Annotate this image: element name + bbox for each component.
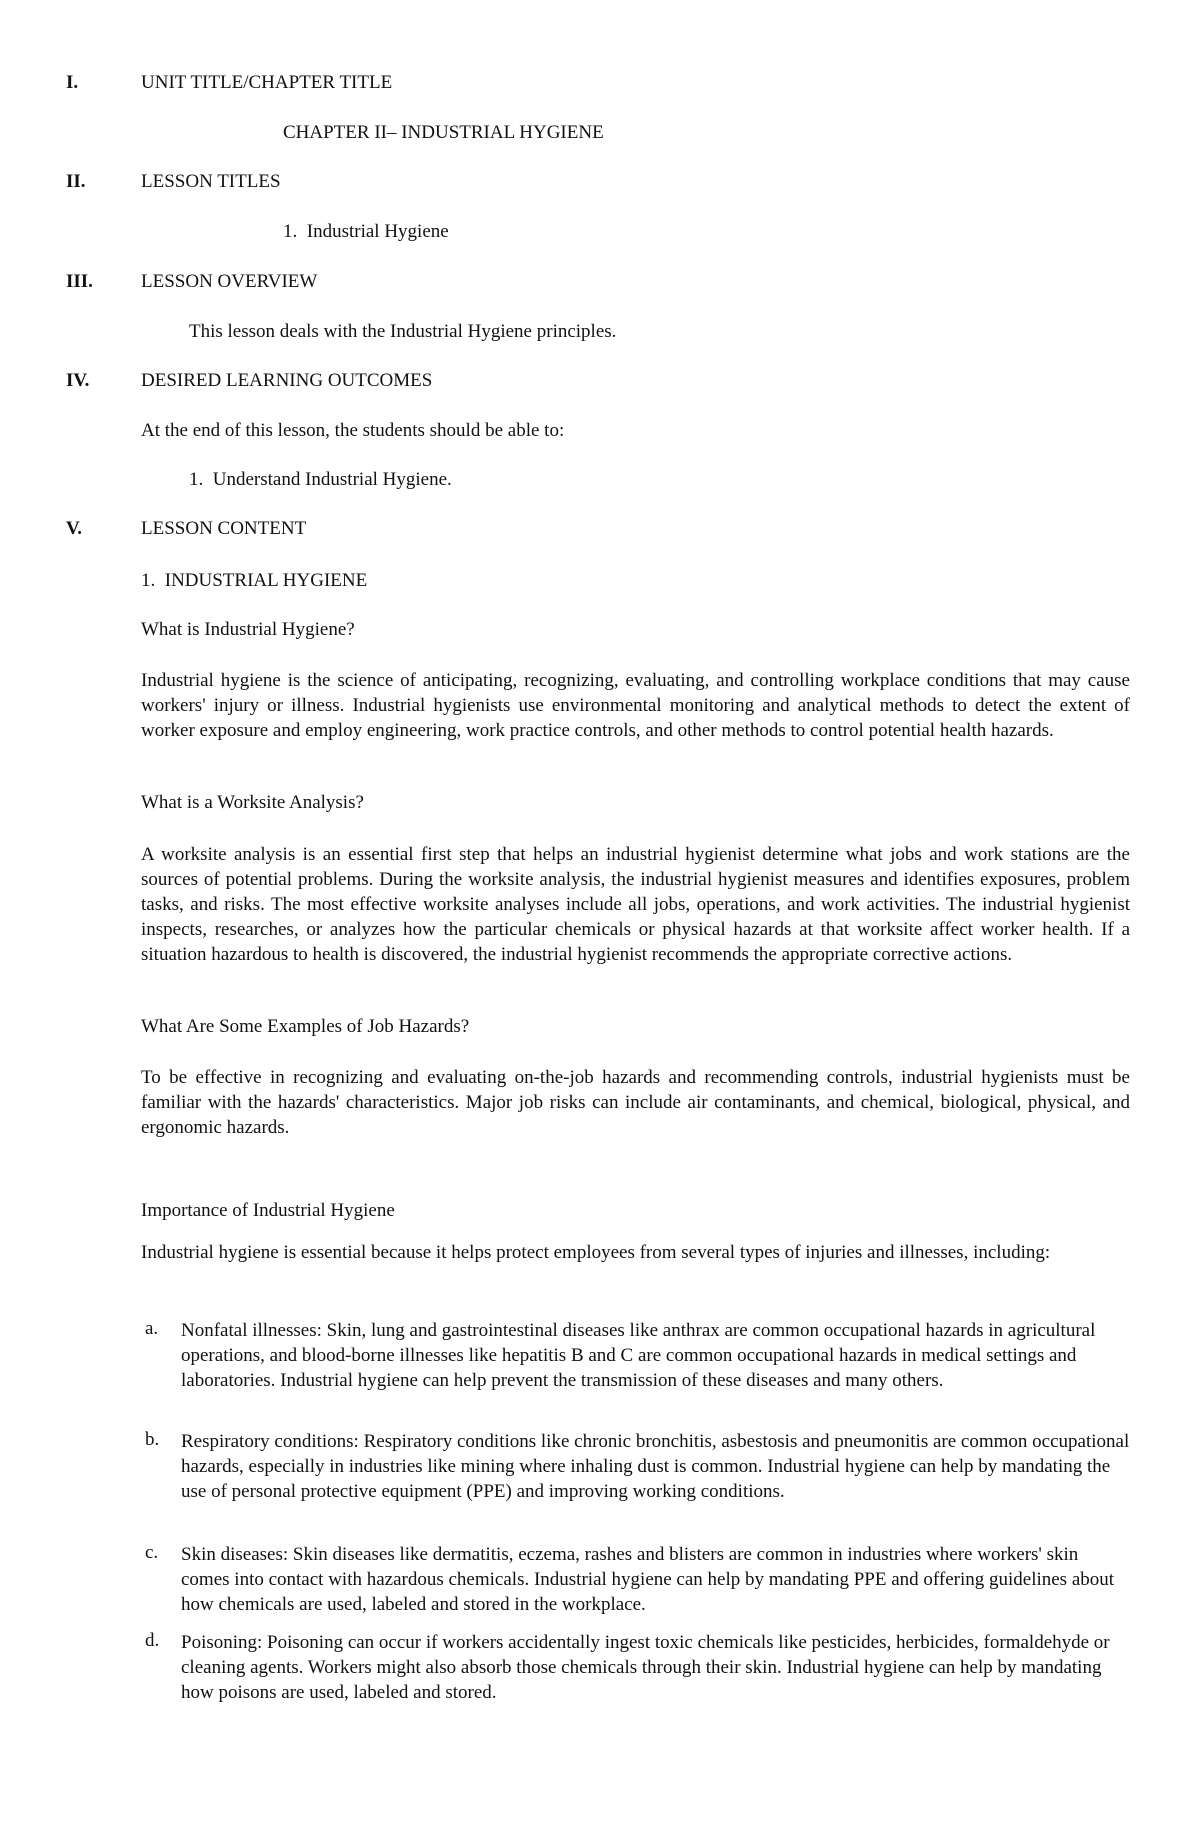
section-number: I. bbox=[66, 72, 79, 93]
list-marker: b. bbox=[145, 1429, 160, 1450]
section-title: UNIT TITLE/CHAPTER TITLE bbox=[141, 72, 393, 93]
question-heading: What is a Worksite Analysis? bbox=[141, 792, 364, 813]
importance-intro: Industrial hygiene is essential because it helps protect employees from several types of injuries and illnesses, including: bbox=[141, 1242, 1051, 1263]
section-title: LESSON CONTENT bbox=[141, 518, 307, 539]
paragraph: To be effective in recognizing and evaluating on-the-job hazards and recommending controls, industrial hygienists must be familiar with the hazards' characteristics. Major job risks can include air contaminants, and chemical, biological, physical, and ergonomic hazards. bbox=[141, 1067, 1130, 1138]
lesson-overview-text: This lesson deals with the Industrial Hygiene principles. bbox=[189, 321, 617, 342]
section-number: IV. bbox=[66, 370, 90, 391]
question-heading: What is Industrial Hygiene? bbox=[141, 619, 355, 640]
list-marker: a. bbox=[145, 1318, 159, 1339]
section-title: LESSON OVERVIEW bbox=[141, 271, 318, 292]
importance-heading: Importance of Industrial Hygiene bbox=[141, 1200, 395, 1221]
list-marker: c. bbox=[145, 1542, 159, 1563]
list-item-text: Poisoning: Poisoning can occur if workers accidentally ingest toxic chemicals like pesticides, herbicides, formaldehyde or cleaning agents. Workers might also absorb those chemicals through their skin. Industrial hygiene can help by mandating how poisons are used, labeled and stored. bbox=[181, 1632, 1110, 1703]
learning-outcome: 1. Understand Industrial Hygiene. bbox=[189, 469, 452, 490]
paragraph: A worksite analysis is an essential first step that helps an industrial hygienist determine what jobs and work stations are the sources of potential problems. During the worksite analysis, the industrial hygienist measures and identifies exposures, problem tasks, and risks. The most effective worksite analyses include all jobs, operations, and work activities. The industrial hygienist inspects, researches, or analyzes how the particular chemicals or physical hazards at that worksite affect worker health. If a situation hazardous to health is discovered, the industrial hygienist recommends the appropriate corrective actions. bbox=[141, 844, 1130, 965]
list-item-text: Nonfatal illnesses: Skin, lung and gastrointestinal diseases like anthrax are common occupational hazards in agricultural operations, and blood-borne illnesses like hepatitis B and C are common occupational hazards in medical settings and laboratories. Industrial hygiene can help prevent the transmission of these diseases and many others. bbox=[181, 1320, 1096, 1391]
section-number: V. bbox=[66, 518, 83, 539]
chapter-title: CHAPTER II– INDUSTRIAL HYGIENE bbox=[283, 122, 604, 143]
list-item-text: Respiratory conditions: Respiratory conditions like chronic bronchitis, asbestosis and pneumonitis are common occupational hazards, especially in industries like mining where inhaling dust is common. Industrial hygiene can help by mandating the use of personal protective equipment (PPE) and improving working conditions. bbox=[181, 1431, 1130, 1502]
lesson-title: 1. Industrial Hygiene bbox=[283, 221, 449, 242]
question-heading: What Are Some Examples of Job Hazards? bbox=[141, 1016, 470, 1037]
section-number: III. bbox=[66, 271, 93, 292]
content-subheading: 1. INDUSTRIAL HYGIENE bbox=[141, 570, 368, 591]
outcomes-intro: At the end of this lesson, the students should be able to: bbox=[141, 420, 565, 441]
section-title: DESIRED LEARNING OUTCOMES bbox=[141, 370, 433, 391]
list-marker: d. bbox=[145, 1630, 160, 1651]
section-number: II. bbox=[66, 171, 86, 192]
section-title: LESSON TITLES bbox=[141, 171, 281, 192]
list-item-text: Skin diseases: Skin diseases like dermatitis, eczema, rashes and blisters are common in industries where workers' skin comes into contact with hazardous chemicals. Industrial hygiene can help by mandating PPE and offering guidelines about how chemicals are used, labeled and stored in the workplace. bbox=[181, 1544, 1115, 1615]
paragraph: Industrial hygiene is the science of anticipating, recognizing, evaluating, and controlling workplace conditions that may cause workers' injury or illness. Industrial hygienists use environmental monitoring and analytical methods to detect the extent of worker exposure and employ engineering, work practice controls, and other methods to control potential health hazards. bbox=[141, 670, 1130, 741]
